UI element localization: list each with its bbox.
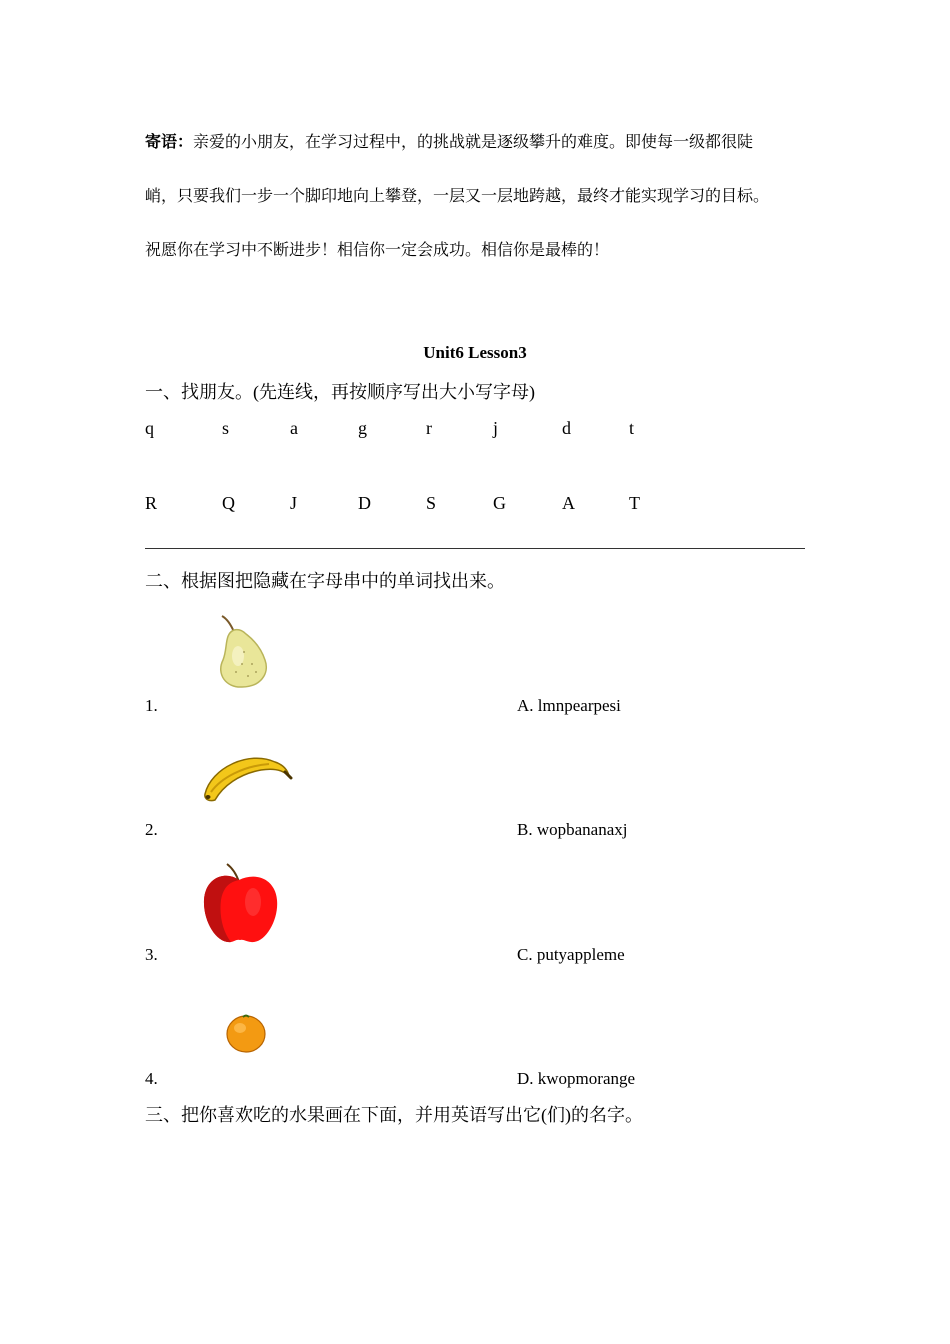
lowercase-letter: s (222, 418, 230, 438)
pear-icon (214, 612, 272, 690)
item-number: 1. (145, 696, 158, 715)
uppercase-letter: A (562, 493, 575, 513)
lowercase-letter: d (562, 418, 571, 438)
lowercase-letter: g (358, 418, 367, 438)
option-c: C. putyappleme (517, 945, 625, 964)
lowercase-letter: t (629, 418, 635, 438)
orange-icon (224, 1012, 268, 1054)
apple-icon (199, 860, 281, 946)
section-3-heading: 三、把你喜欢吃的水果画在下面，并用英语写出它(们)的名字。 (145, 1105, 643, 1125)
lowercase-letter: r (426, 418, 432, 438)
banana-icon (199, 748, 293, 806)
lowercase-letter: a (290, 418, 298, 438)
uppercase-letter: R (145, 493, 158, 513)
intro-text-1: 亲爱的小朋友，在学习过程中，的挑战就是逐级攀升的难度。即使每一级都很陡 (193, 134, 754, 151)
option-b: B. wopbananaxj (517, 820, 628, 839)
intro-line-3: 祝愿你在学习中不断进步！相信你一定会成功。相信你是最棒的！ (145, 242, 610, 259)
section-1-heading: 一、找朋友。(先连线，再按顺序写出大小写字母) (145, 382, 535, 402)
uppercase-letter: Q (222, 493, 235, 513)
intro-line-1 (145, 133, 753, 153)
answer-line (145, 548, 805, 549)
option-a: A. lmnpearpesi (517, 696, 621, 715)
option-d: D. kwopmorange (517, 1069, 636, 1088)
lowercase-letter: j (493, 418, 499, 438)
item-number: 4. (145, 1069, 158, 1088)
intro-line-2: 峭，只要我们一步一个脚印地向上攀登，一层又一层地跨越，最终才能实现学习的目标。 (145, 188, 770, 205)
page-title: Unit6 Lesson3 (423, 343, 527, 362)
uppercase-letter: D (358, 493, 371, 513)
section-2-heading: 二、根据图把隐藏在字母串中的单词找出来。 (145, 571, 505, 591)
uppercase-letter: S (426, 493, 437, 513)
intro-label: 寄语： (145, 134, 194, 151)
item-number: 2. (145, 820, 158, 839)
uppercase-letter: T (629, 493, 640, 513)
uppercase-letter: J (290, 493, 298, 513)
uppercase-letter: G (493, 493, 506, 513)
lowercase-letter: q (145, 418, 154, 438)
item-number: 3. (145, 945, 158, 964)
